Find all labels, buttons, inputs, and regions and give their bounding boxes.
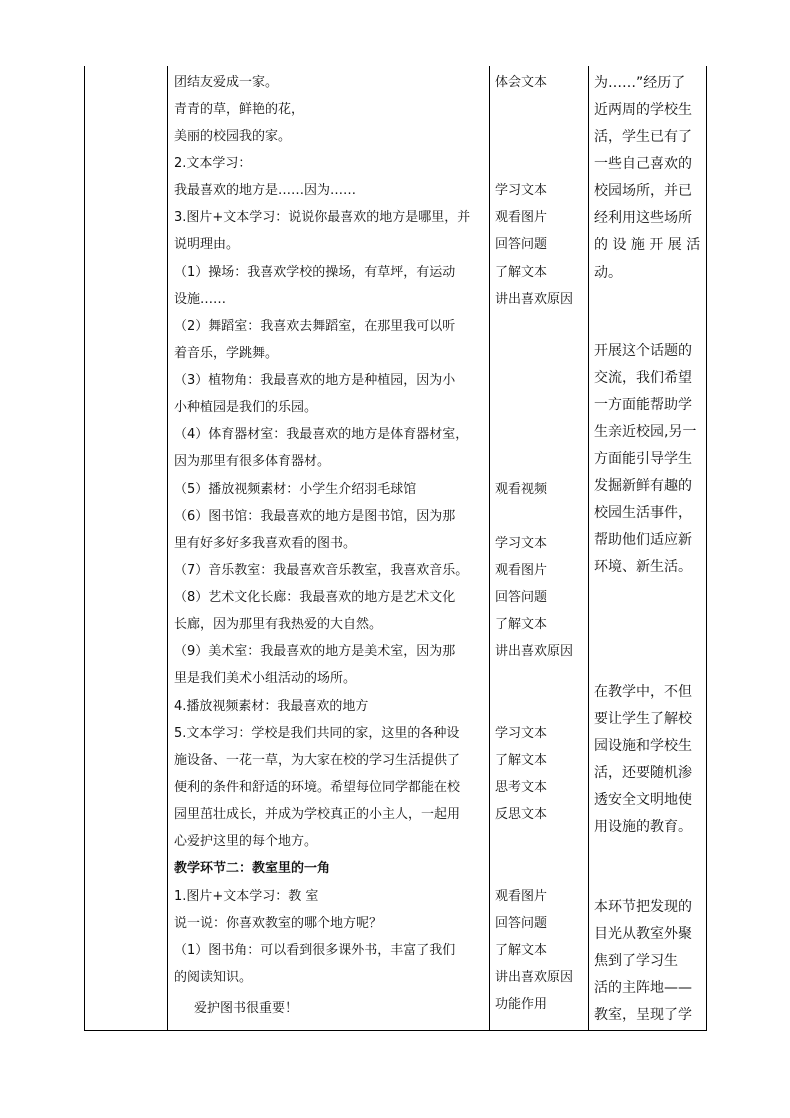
intent-line: 经利用这些场所 xyxy=(594,210,692,226)
activity-line: 讲出喜欢原因 xyxy=(495,970,574,985)
intent-line: 的 设 施 开 展 活 xyxy=(594,237,701,253)
intent-line: 交流，我们希望 xyxy=(594,370,692,386)
content-line: （8）艺术文化长廊：我最喜欢的地方是艺术文化 xyxy=(174,590,456,605)
activity-line: 功能作用 xyxy=(495,997,548,1012)
intent-line: 目光从教室外聚 xyxy=(594,926,692,942)
content-line: （1）图书角：可以看到很多课外书，丰富了我们 xyxy=(174,943,456,958)
intent-line: 要让学生了解校 xyxy=(594,711,692,727)
content-line: 里有好多好多我喜欢看的图书。 xyxy=(174,536,357,551)
content-line: （6）图书馆：我最喜欢的地方是图书馆，因为那 xyxy=(174,509,456,524)
activity-line: 观看视频 xyxy=(495,482,548,497)
content-line: 2.文本学习： xyxy=(174,156,252,171)
content-line: （1）操场：我喜欢学校的操场，有草坪，有运动 xyxy=(174,265,456,280)
activity-line: 回答问题 xyxy=(495,237,548,252)
content-line: 园里茁壮成长，并成为学校真正的小主人，一起用 xyxy=(174,807,461,822)
intent-line: 环境、新生活。 xyxy=(594,559,692,575)
intent-line: 为……”经历了 xyxy=(594,75,686,91)
content-line: （2）舞蹈室：我喜欢去舞蹈室，在那里我可以听 xyxy=(174,319,456,334)
content-line: 1.图片+文本学习：教 室 xyxy=(174,889,319,904)
activity-line: 讲出喜欢原因 xyxy=(495,292,574,307)
intent-line: 活，学生已有了 xyxy=(594,129,692,145)
activity-line: 了解文本 xyxy=(495,265,548,280)
content-line: 爱护图书很重要！ xyxy=(194,1001,299,1016)
content-line: 团结友爱成一家。 xyxy=(174,75,279,90)
content-line: 4.播放视频素材：我最喜欢的地方 xyxy=(174,699,369,714)
intent-line: 在教学中，不但 xyxy=(594,684,692,700)
content-line: 便利的条件和舒适的环境。希望每位同学都能在校 xyxy=(174,780,461,795)
intent-line: 透安全文明地使 xyxy=(594,792,692,808)
content-line: （9）美术室：我最喜欢的地方是美术室，因为那 xyxy=(174,644,456,659)
section-heading: 教学环节二：教室里的一角 xyxy=(174,861,331,876)
activity-line: 反思文本 xyxy=(495,807,548,822)
content-line: 的阅读知识。 xyxy=(174,970,253,985)
content-line: 青青的草，鲜艳的花， xyxy=(174,102,305,117)
intent-line: 用设施的教育。 xyxy=(594,819,692,835)
intent-line: 生亲近校园,另一 xyxy=(594,424,697,440)
content-line: 施设备、一花一草，为大家在校的学习生活提供了 xyxy=(174,753,461,768)
content-line: 我最喜欢的地方是……因为…… xyxy=(174,183,357,198)
activity-line: 思考文本 xyxy=(495,780,548,795)
intent-line: 发掘新鲜有趣的 xyxy=(594,478,692,494)
content-line: （7）音乐教室：我最喜欢音乐教室，我喜欢音乐。 xyxy=(174,563,469,578)
content-line: 说明理由。 xyxy=(174,237,240,252)
intent-line: 本环节把发现的 xyxy=(594,899,692,915)
content-line: 5.文本学习：学校是我们共同的家，这里的各种设 xyxy=(174,726,460,741)
activity-line: 回答问题 xyxy=(495,916,548,931)
content-line: （5）播放视频素材：小学生介绍羽毛球馆 xyxy=(174,482,417,497)
intent-line: 一些自己喜欢的 xyxy=(594,156,692,172)
student-activity-column xyxy=(490,66,588,1030)
activity-line: 观看图片 xyxy=(495,889,548,904)
intent-line: 教室，呈现了学 xyxy=(594,1007,692,1023)
activity-line: 观看图片 xyxy=(495,563,548,578)
content-line: 因为那里有很多体育器材。 xyxy=(174,454,331,469)
activity-line: 体会文本 xyxy=(495,75,548,90)
teaching-content-column xyxy=(168,66,489,1030)
activity-line: 讲出喜欢原因 xyxy=(495,644,574,659)
content-line: 长廊，因为那里有我热爱的大自然。 xyxy=(174,617,383,632)
activity-line: 了解文本 xyxy=(495,943,548,958)
content-line: 里是我们美术小组活动的场所。 xyxy=(174,671,357,686)
activity-line: 了解文本 xyxy=(495,753,548,768)
content-line: 说一说：你喜欢教室的哪个地方呢？ xyxy=(174,916,383,931)
intent-line: 校园场所，并已 xyxy=(594,183,692,199)
activity-line: 了解文本 xyxy=(495,617,548,632)
intent-line: 动。 xyxy=(594,265,622,281)
content-line: （3）植物角：我最喜欢的地方是种植园，因为小 xyxy=(174,373,456,388)
content-line: 3.图片+文本学习：说说你最喜欢的地方是哪里，并 xyxy=(174,210,471,225)
activity-line: 观看图片 xyxy=(495,210,548,225)
section-column xyxy=(85,66,167,1030)
content-line: 着音乐，学跳舞。 xyxy=(174,346,279,361)
intent-line: 近两周的学校生 xyxy=(594,102,692,118)
content-line: 小种植园是我们的乐园。 xyxy=(174,400,318,415)
intent-line: 焦到了学习生 xyxy=(594,953,678,969)
activity-line: 回答问题 xyxy=(495,590,548,605)
activity-line: 学习文本 xyxy=(495,536,548,551)
intent-line: 校园生活事件， xyxy=(594,505,692,521)
design-intent-column xyxy=(589,66,705,1030)
intent-line: 活的主阵地—— xyxy=(594,980,692,996)
content-line: 设施…… xyxy=(174,292,227,307)
intent-line: 帮助他们适应新 xyxy=(594,532,692,548)
intent-line: 一方面能帮助学 xyxy=(594,397,692,413)
intent-line: 园设施和学校生 xyxy=(594,738,692,754)
activity-line: 学习文本 xyxy=(495,726,548,741)
lesson-plan-table xyxy=(84,66,707,1031)
intent-line: 方面能引导学生 xyxy=(594,451,692,467)
content-line: 心爱护这里的每个地方。 xyxy=(174,834,318,849)
intent-line: 活，还要随机渗 xyxy=(594,765,692,781)
activity-line: 学习文本 xyxy=(495,183,548,198)
content-line: 美丽的校园我的家。 xyxy=(174,129,292,144)
content-line: （4）体育器材室：我最喜欢的地方是体育器材室， xyxy=(174,427,469,442)
intent-line: 开展这个话题的 xyxy=(594,343,692,359)
